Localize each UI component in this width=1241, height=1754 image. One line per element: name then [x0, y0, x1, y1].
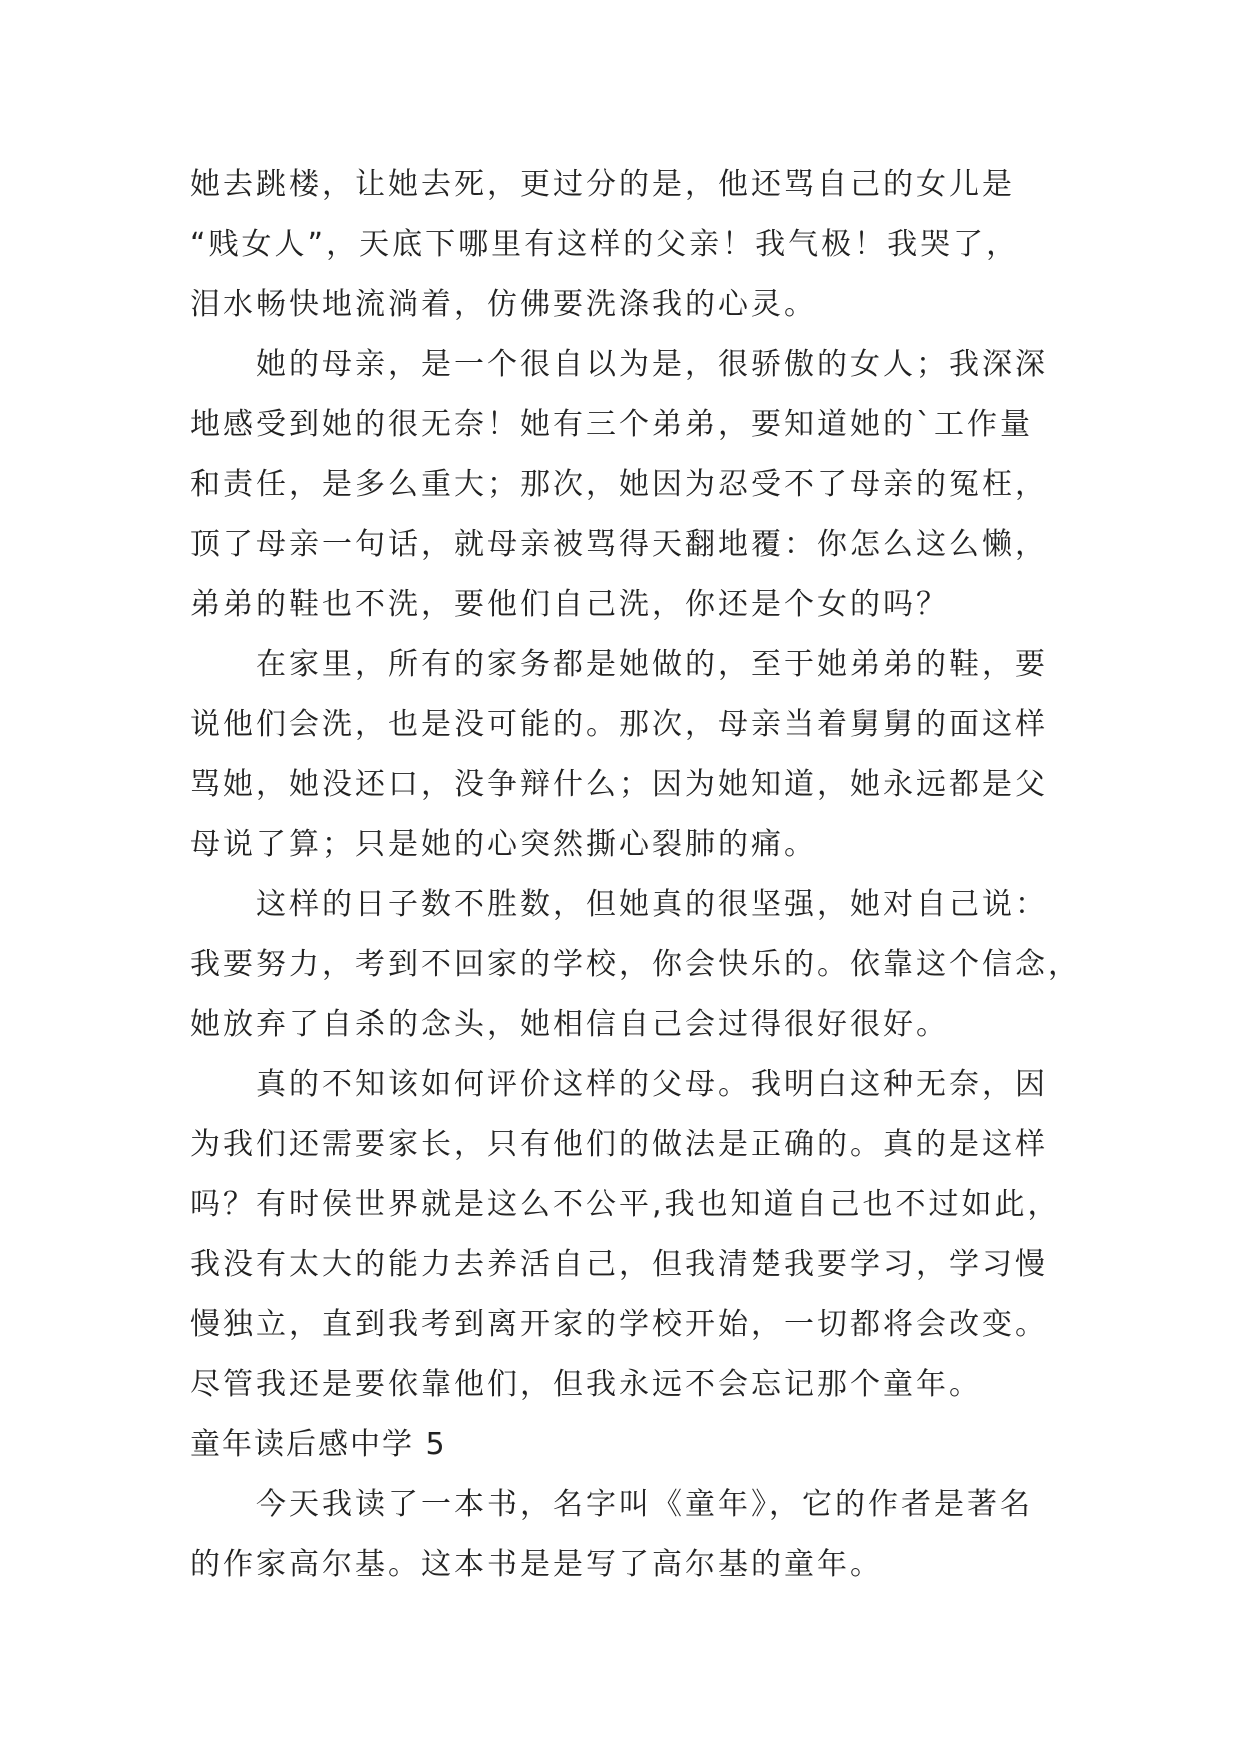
paragraph-first-line: 这样的日子数不胜数，但她真的很坚强，她对自己说：: [256, 887, 1048, 922]
body-line: 我要努力，考到不回家的学校，你会快乐的。依靠这个信念，: [190, 947, 1081, 982]
body-line: 她放弃了自杀的念头，她相信自己会过得很好很好。: [190, 1007, 949, 1042]
body-line: “贱女人”，天底下哪里有这样的父亲！我气极！我哭了，: [190, 227, 1020, 262]
body-line: 说他们会洗，也是没可能的。那次，母亲当着舅舅的面这样: [190, 707, 1048, 742]
body-line: 骂她，她没还口，没争辩什么；因为她知道，她永远都是父: [190, 767, 1048, 802]
paragraph-first-line: 在家里，所有的家务都是她做的，至于她弟弟的鞋，要: [256, 647, 1048, 682]
body-line: 泪水畅快地流淌着，仿佛要洗涤我的心灵。: [190, 287, 817, 322]
body-line: 吗？有时侯世界就是这么不公平,我也知道自己也不过如此，: [190, 1187, 1061, 1222]
body-line: 慢独立，直到我考到离开家的学校开始，一切都将会改变。: [190, 1307, 1048, 1342]
body-line: 尽管我还是要依靠他们，但我永远不会忘记那个童年。: [190, 1367, 982, 1402]
body-line: 为我们还需要家长，只有他们的做法是正确的。真的是这样: [190, 1127, 1048, 1162]
body-line: 和责任，是多么重大；那次，她因为忍受不了母亲的冤枉，: [190, 467, 1048, 502]
body-line: 母说了算；只是她的心突然撕心裂肺的痛。: [190, 827, 817, 862]
body-line: 的作家高尔基。这本书是是写了高尔基的童年。: [190, 1547, 883, 1582]
paragraph-first-line: 她的母亲，是一个很自以为是，很骄傲的女人；我深深: [256, 347, 1048, 382]
body-line: 地感受到她的很无奈！她有三个弟弟，要知道她的`工作量: [190, 407, 1033, 442]
paragraph-first-line: 今天我读了一本书，名字叫《童年》，它的作者是著名: [256, 1487, 1033, 1522]
paragraph-first-line: 真的不知该如何评价这样的父母。我明白这种无奈，因: [256, 1067, 1048, 1102]
body-line: 弟弟的鞋也不洗，要他们自己洗，你还是个女的吗？: [190, 587, 949, 622]
section-heading: 童年读后感中学 5: [190, 1427, 447, 1462]
body-line: 顶了母亲一句话，就母亲被骂得天翻地覆：你怎么这么懒，: [190, 527, 1048, 562]
document-body: [190, 155, 1081, 1595]
body-line: 她去跳楼，让她去死，更过分的是，他还骂自己的女儿是: [190, 167, 1015, 202]
body-line: 我没有太大的能力去养活自己，但我清楚我要学习，学习慢: [190, 1247, 1048, 1282]
